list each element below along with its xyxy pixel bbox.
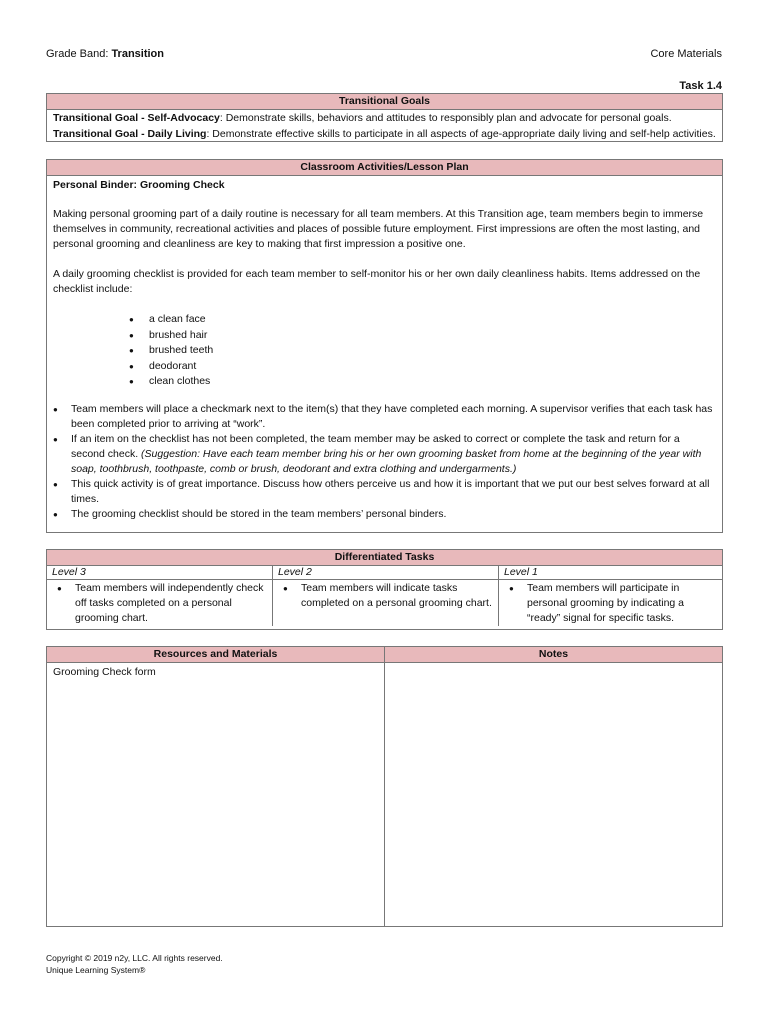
- transitional-goals-section: [46, 93, 723, 142]
- resources-notes-grid: [47, 647, 722, 926]
- checklist-item: ● brushed hair: [129, 328, 716, 344]
- grooming-checklist: [53, 312, 716, 390]
- resources-heading: Resources and Materials: [47, 647, 384, 663]
- lesson-point: [49, 432, 716, 477]
- notes-area: [385, 663, 722, 667]
- level-label: Level 1: [499, 566, 722, 580]
- lesson-suggestion: (Suggestion: Have each team member bring his or her own grooming basket from home at the beginning of the year with soap, toothbrush, toothpaste, comb or brush, deodorant and extra clothing and undergarments.): [71, 447, 702, 475]
- checklist-item: ● deodorant: [129, 359, 716, 375]
- goal-label: Transitional Goal - Self-Advocacy: [53, 112, 220, 124]
- transitional-goals-heading: Transitional Goals: [47, 94, 722, 110]
- level-label: Level 3: [47, 566, 272, 580]
- lesson-paragraph: A daily grooming checklist is provided for each team member to self-monitor his or her own daily cleanliness habits. Items addressed on the checklist include:: [53, 268, 701, 295]
- goal-self-advocacy: [47, 110, 722, 126]
- grade-band-value: Transition: [111, 48, 164, 60]
- level-2-cell: [273, 566, 499, 626]
- level-1-cell: [499, 566, 722, 626]
- notes-column: [385, 647, 722, 926]
- task-number: Task 1.4: [679, 80, 722, 92]
- core-materials-label: Core Materials: [650, 48, 722, 60]
- grade-band-label: Grade Band:: [46, 48, 109, 60]
- lesson-plan-section: [46, 159, 723, 533]
- level-task: ● Team members will participate in personal grooming by indicating a “ready” signal for specific tasks.: [499, 580, 722, 626]
- lesson-points: [53, 402, 716, 522]
- level-task: ● Team members will indicate tasks completed on a personal grooming chart.: [273, 580, 498, 611]
- checklist-item: ● brushed teeth: [129, 343, 716, 359]
- page-header: [46, 48, 722, 62]
- goal-label: Transitional Goal - Daily Living: [53, 128, 207, 140]
- lesson-point: ● This quick activity is of great importance. Discuss how others perceive us and how it is important that we put our best selves forward at all times.: [49, 477, 716, 507]
- checklist-item: ● a clean face: [129, 312, 716, 328]
- resources-column: [47, 647, 385, 926]
- differentiated-tasks-section: [46, 549, 723, 630]
- resources-notes-section: [46, 646, 723, 927]
- copyright-text: Copyright © 2019 n2y, LLC. All rights reserved.: [46, 953, 223, 963]
- level-3-cell: [47, 566, 273, 626]
- differentiated-tasks-heading: Differentiated Tasks: [47, 550, 722, 566]
- level-task: ● Team members will independently check off tasks completed on a personal grooming chart.: [47, 580, 272, 626]
- brand-text: Unique Learning System®: [46, 965, 146, 975]
- grade-band: [46, 48, 164, 60]
- lesson-plan-heading: Classroom Activities/Lesson Plan: [47, 160, 722, 176]
- goal-daily-living: [47, 126, 722, 142]
- resource-item: Grooming Check form: [53, 666, 156, 678]
- lesson-plan-body: [47, 176, 722, 522]
- goal-text: : Demonstrate skills, behaviors and attitudes to responsibly plan and advocate for personal goals.: [219, 112, 672, 124]
- level-label: Level 2: [273, 566, 498, 580]
- lesson-point: ● The grooming checklist should be stored in the team members’ personal binders.: [49, 507, 716, 522]
- differentiated-tasks-grid: [47, 566, 722, 626]
- goal-text: : Demonstrate effective skills to participate in all aspects of age-appropriate daily living and self-help activities.: [206, 128, 716, 140]
- page-footer: [46, 952, 223, 976]
- lesson-point: ● Team members will place a checkmark next to the item(s) that they have completed each morning. A supervisor verifies that each task has been completed prior to arriving at “work”.: [49, 402, 716, 432]
- lesson-point-text: If an item on the checklist has not been completed, the team member may be asked to correct or complete the task and return for a second check.: [71, 432, 680, 460]
- checklist-item: ● clean clothes: [129, 374, 716, 390]
- lesson-paragraph: Making personal grooming part of a daily routine is necessary for all team members. At this Transition age, team members begin to immerse themselves in community, recreational activities and places of possible future employment. First impressions are often the most lasting, and personal grooming and cleanliness are key to making that first impression a positive one.: [53, 208, 704, 250]
- notes-heading: Notes: [385, 647, 722, 663]
- lesson-subtitle: Personal Binder: Grooming Check: [53, 179, 225, 191]
